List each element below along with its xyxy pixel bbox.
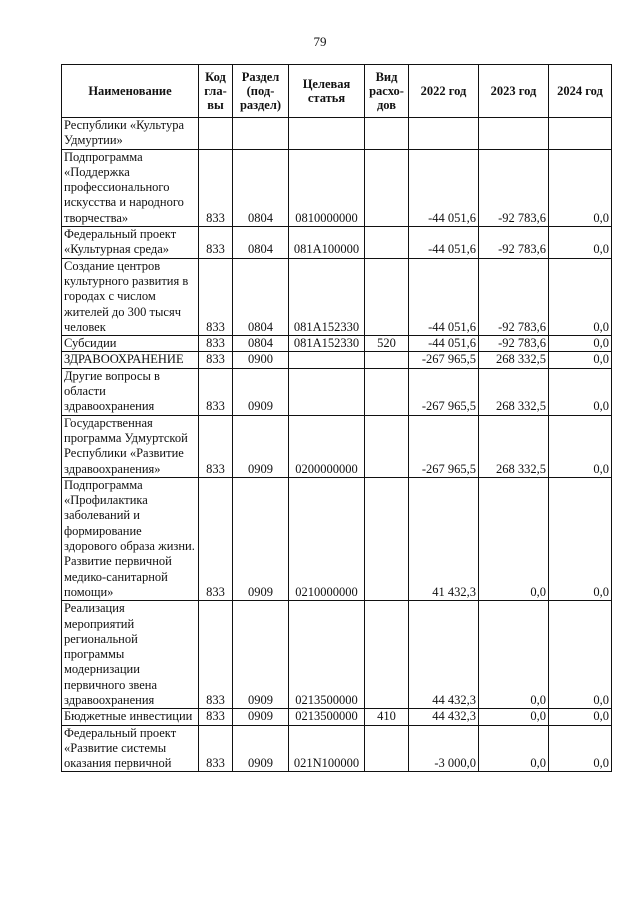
cell-2023: 0,0 (479, 725, 549, 772)
table-row (62, 601, 612, 709)
cell-2024: 0,0 (549, 336, 612, 352)
page-number: 79 (313, 34, 327, 49)
cell-code: 833 (199, 352, 233, 368)
cell-2024: 0,0 (549, 352, 612, 368)
header-section: Раздел (под-раздел) (233, 65, 289, 118)
cell-2023: 268 332,5 (479, 415, 549, 477)
cell-2024: 0,0 (549, 258, 612, 335)
table-row (62, 477, 612, 600)
cell-2022: 44 432,3 (409, 709, 479, 725)
cell-section: 0909 (233, 601, 289, 709)
cell-2022: -267 965,5 (409, 368, 479, 415)
cell-2023: 0,0 (479, 601, 549, 709)
cell-target: 0210000000 (289, 477, 365, 600)
cell-2022: -3 000,0 (409, 725, 479, 772)
cell-2024: 0,0 (549, 368, 612, 415)
cell-2023: 268 332,5 (479, 368, 549, 415)
header-target: Целевая статья (289, 65, 365, 118)
cell-name: Федеральный проект «Культурная среда» (62, 227, 199, 259)
cell-2023: -92 783,6 (479, 227, 549, 259)
header-name: Наименование (62, 65, 199, 118)
cell-target (289, 352, 365, 368)
cell-target: 081A152330 (289, 258, 365, 335)
cell-2024: 0,0 (549, 709, 612, 725)
cell-kind: 410 (365, 709, 409, 725)
cell-2024: 0,0 (549, 601, 612, 709)
table-row (62, 227, 612, 259)
cell-2023: -92 783,6 (479, 336, 549, 352)
header-2023: 2023 год (479, 65, 549, 118)
header-2024: 2024 год (549, 65, 612, 118)
cell-2024: 0,0 (549, 725, 612, 772)
cell-kind (365, 477, 409, 600)
header-code: Код гла-вы (199, 65, 233, 118)
cell-kind (365, 258, 409, 335)
cell-section: 0804 (233, 258, 289, 335)
cell-2023: 268 332,5 (479, 352, 549, 368)
cell-code: 833 (199, 601, 233, 709)
cell-code: 833 (199, 725, 233, 772)
cell-2023: -92 783,6 (479, 149, 549, 226)
cell-2022: -267 965,5 (409, 415, 479, 477)
cell-name: Бюджетные инвестиции (62, 709, 199, 725)
cell-section: 0909 (233, 368, 289, 415)
cell-2022: 44 432,3 (409, 601, 479, 709)
header-2022: 2022 год (409, 65, 479, 118)
cell-target: 081A100000 (289, 227, 365, 259)
cell-code: 833 (199, 477, 233, 600)
header-kind: Вид расхо-дов (365, 65, 409, 118)
cell-2024: 0,0 (549, 477, 612, 600)
cell-section: 0909 (233, 477, 289, 600)
cell-2024: 0,0 (549, 149, 612, 226)
table-row (62, 352, 612, 368)
cell-code: 833 (199, 227, 233, 259)
cell-section: 0909 (233, 709, 289, 725)
cell-2022 (409, 118, 479, 150)
cell-code: 833 (199, 258, 233, 335)
cell-target: 0200000000 (289, 415, 365, 477)
cell-target: 0213500000 (289, 601, 365, 709)
table-row (62, 415, 612, 477)
cell-section: 0909 (233, 725, 289, 772)
cell-kind: 520 (365, 336, 409, 352)
cell-2024: 0,0 (549, 227, 612, 259)
cell-name: Другие вопросы в области здравоохранения (62, 368, 199, 415)
cell-2022: 41 432,3 (409, 477, 479, 600)
cell-kind (365, 118, 409, 150)
cell-section: 0909 (233, 415, 289, 477)
cell-2022: -267 965,5 (409, 352, 479, 368)
cell-target (289, 118, 365, 150)
budget-table (61, 64, 612, 772)
cell-section: 0804 (233, 149, 289, 226)
cell-name: Федеральный проект «Развитие системы оказания первичной (62, 725, 199, 772)
cell-name: Республики «Культура Удмуртии» (62, 118, 199, 150)
table-row (62, 709, 612, 725)
cell-section: 0804 (233, 336, 289, 352)
cell-kind (365, 352, 409, 368)
cell-target: 021N100000 (289, 725, 365, 772)
cell-code: 833 (199, 149, 233, 226)
cell-2022: -44 051,6 (409, 149, 479, 226)
cell-target: 0213500000 (289, 709, 365, 725)
cell-kind (365, 415, 409, 477)
cell-code: 833 (199, 368, 233, 415)
cell-2024: 0,0 (549, 415, 612, 477)
cell-name: ЗДРАВООХРАНЕНИЕ (62, 352, 199, 368)
cell-2022: -44 051,6 (409, 227, 479, 259)
cell-kind (365, 725, 409, 772)
cell-2023: 0,0 (479, 477, 549, 600)
cell-name: Подпрограмма «Профилактика заболеваний и формирование здорового образа жизни. Развитие первичной медико-санитарной помощи» (62, 477, 199, 600)
table-row (62, 368, 612, 415)
cell-2023: 0,0 (479, 709, 549, 725)
cell-code: 833 (199, 336, 233, 352)
cell-2022: -44 051,6 (409, 258, 479, 335)
cell-kind (365, 149, 409, 226)
cell-2023 (479, 118, 549, 150)
cell-code (199, 118, 233, 150)
cell-code: 833 (199, 709, 233, 725)
table-header-row (62, 65, 612, 118)
cell-kind (365, 601, 409, 709)
cell-section (233, 118, 289, 150)
cell-target: 0810000000 (289, 149, 365, 226)
cell-name: Государственная программа Удмуртской Республики «Развитие здравоохранения» (62, 415, 199, 477)
table-row (62, 725, 612, 772)
table-row (62, 336, 612, 352)
cell-kind (365, 227, 409, 259)
cell-code: 833 (199, 415, 233, 477)
cell-name: Создание центров культурного развития в городах с числом жителей до 300 тысяч человек (62, 258, 199, 335)
cell-section: 0900 (233, 352, 289, 368)
cell-target: 081A152330 (289, 336, 365, 352)
table-row (62, 118, 612, 150)
cell-section: 0804 (233, 227, 289, 259)
table-row (62, 149, 612, 226)
cell-2023: -92 783,6 (479, 258, 549, 335)
cell-target (289, 368, 365, 415)
table-row (62, 258, 612, 335)
cell-2024 (549, 118, 612, 150)
cell-name: Субсидии (62, 336, 199, 352)
cell-2022: -44 051,6 (409, 336, 479, 352)
cell-kind (365, 368, 409, 415)
cell-name: Реализация мероприятий региональной программы модернизации первичного звена здравоохранения (62, 601, 199, 709)
cell-name: Подпрограмма «Поддержка профессионального искусства и народного творчества» (62, 149, 199, 226)
